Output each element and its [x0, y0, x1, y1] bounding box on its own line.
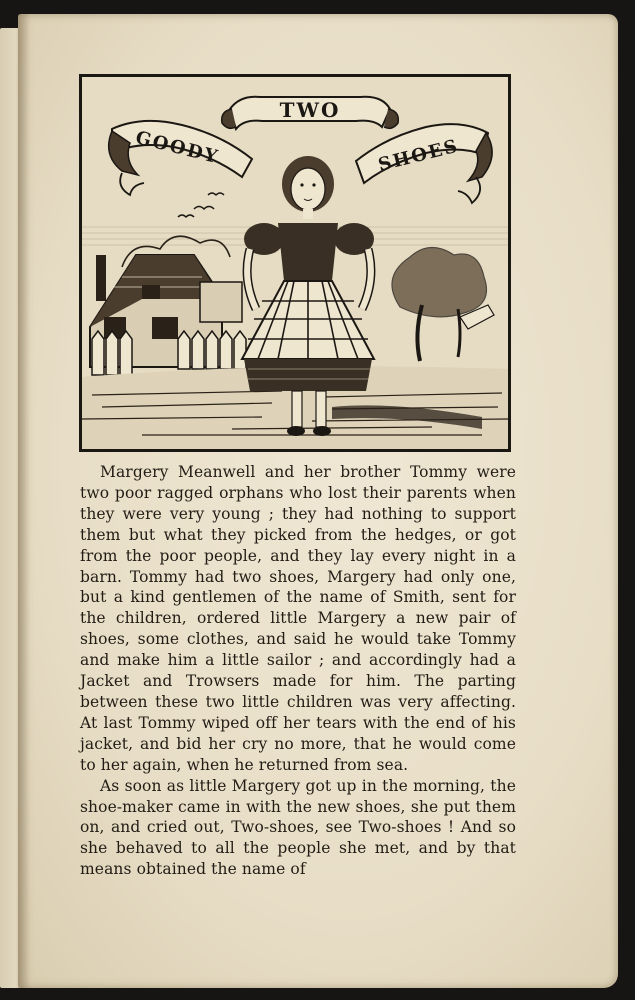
story-text — [80, 462, 516, 880]
page-gutter-shadow — [18, 14, 30, 988]
banner-right-text: SHOES — [376, 135, 462, 176]
woodcut-drawing — [82, 77, 508, 449]
paragraph-1: Margery Meanwell and her brother Tommy were two poor ragged orphans who lost their parents when they were very young ; they had nothing to support them but what they picked from the hedges, or got from the poor people, and they lay every night in a barn. Tommy had two shoes, Margery had only one, but a kind gentlemen of the name of Smith, sent for the children, ordered little Margery a new pair of shoes, some clothes, and said he would take Tommy and make him a little sailor ; and accordingly had a Jacket and Trowsers made for him. The parting between these two little children was very affecting. At last Tommy wiped off her tears with the end of his jacket, and bid her cry no more, that he would come to her again, when he returned from sea. — [80, 463, 516, 774]
woodcut-illustration — [79, 74, 511, 452]
trees-drawing — [392, 247, 494, 361]
birds-icon — [178, 193, 224, 217]
banner-center-text: TWO — [279, 98, 341, 122]
paragraph-2: As soon as little Margery got up in the morning, the shoe-maker came in with the new shoes, she put them on, and cried out, Two-shoes, see Two-shoes ! And so she behaved to all the people she met, and by that means obtained the name of — [80, 776, 516, 879]
banner-left-text: GOODY — [133, 127, 222, 169]
